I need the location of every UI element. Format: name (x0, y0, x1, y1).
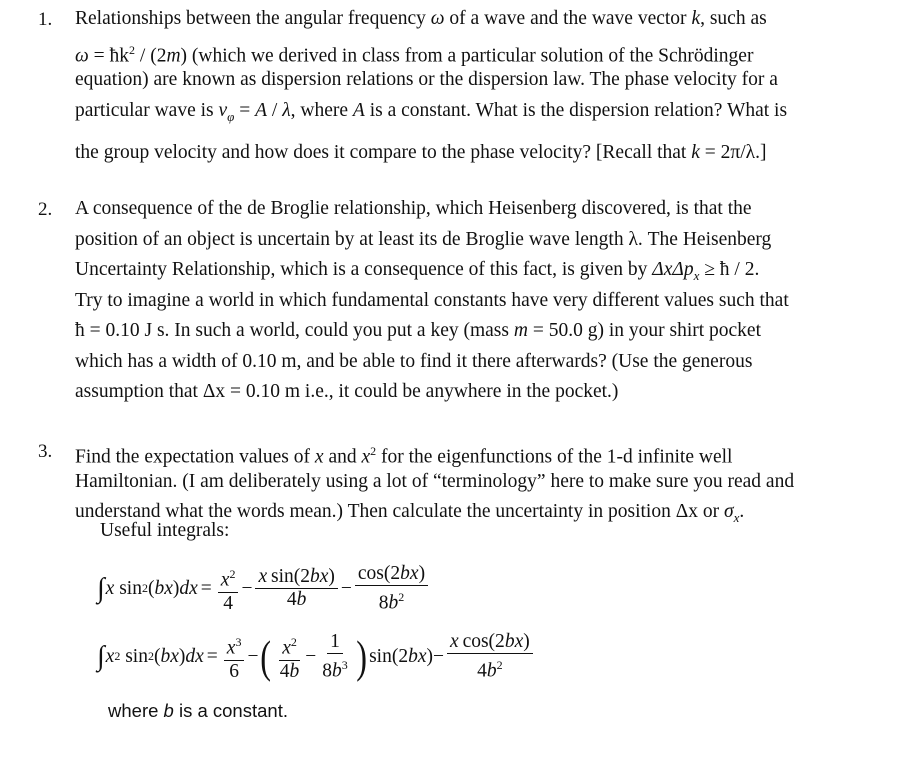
fraction: $\frac{1}{8b^3}$ (322, 631, 348, 682)
text-line: the group velocity and how does it compare to the phase velocity? [Recall that k = 2π/λ.] (75, 142, 767, 163)
integral-equation-2: ∫ x 2 sin 2 ( bx ) dx = $\frac{x^3}{6}$ − ( $\frac{x^2}{4b}$ − $\frac{1}{8b^3}$ ) sin(2 bx ) − $\frac{\text{x cos(2bx)}}{4b^2}$ (97, 632, 536, 682)
text-line: assumption that Δx = 0.10 m i.e., it could be anywhere in the pocket.) (75, 381, 619, 402)
integral-equation-1: ∫ x sin 2 ( bx ) dx = $\frac{x^2}{4}$ − $\frac{\text{x sin(2bx)}}{4b}$ − $\frac{\cos(2bx)}{8b^2}$ (97, 564, 431, 614)
text-line: position of an object is uncertain by at least its de Broglie wave length λ. The Heisenberg (75, 228, 772, 250)
text-line: $\omega = ħk^2 / (2m)$ (which we derived in class from a particular solution of the Schrödinger (75, 42, 754, 66)
text-line: particular wave is $v_\varphi = A / \lambda$, where A is a constant. What is the dispersion relation? What is (75, 99, 788, 124)
integrals-heading: Useful integrals: (100, 520, 230, 541)
fraction: $\frac{x^2}{4b}$ (277, 632, 303, 682)
integrals-footer: where b is a constant. (108, 700, 288, 721)
fraction: $\frac{\text{x sin(2bx)}}{4b}$ (255, 567, 337, 610)
text-line: Hamiltonian. (I am deliberately using a lot of “terminology” here to make sure you read and (75, 470, 795, 492)
text-line: understand what the words mean.) Then calculate the uncertainty in position Δx or $\sigma_x$. (75, 501, 745, 525)
text-line: A consequence of the de Broglie relationship, which Heisenberg discovered, is that the (75, 198, 752, 219)
problem-text (75, 4, 900, 169)
problem-text (75, 194, 900, 408)
text-line: Relationships between the angular frequency ω of a wave and the wave vector k, such as (75, 8, 767, 29)
text-line: ħ = 0.10 J s. In such a world, could you put a key (mass m = 50.0 g) in your shirt pocket (75, 320, 762, 341)
fraction: $\frac{x^2}{4}$ (218, 564, 239, 614)
problem-number: 3. (38, 441, 53, 462)
text-line: Try to imagine a world in which fundamental constants have very different values such that (75, 289, 789, 311)
text-line: equation) are known as dispersion relations or the dispersion law. The phase velocity for a (75, 69, 778, 90)
fraction: $\frac{x^3}{6}$ (224, 632, 245, 682)
problem-number: 1. (38, 9, 53, 30)
text-line: Find the expectation values of x and $x^2$ for the eigenfunctions of the 1-d infinite well (75, 444, 733, 468)
problem-number: 2. (38, 199, 53, 220)
text-line: Uncertainty Relationship, which is a consequence of this fact, is given by ΔxΔp$_x$ ≥ ħ / 2. (75, 259, 760, 283)
problem-text (75, 436, 900, 528)
fraction: $\frac{\cos(2bx)}{8b^2}$ (355, 564, 428, 614)
fraction: $\frac{\text{x cos(2bx)}}{4b^2}$ (447, 632, 533, 682)
text-line: which has a width of 0.10 m, and be able to find it there afterwards? (Use the generous (75, 350, 753, 372)
